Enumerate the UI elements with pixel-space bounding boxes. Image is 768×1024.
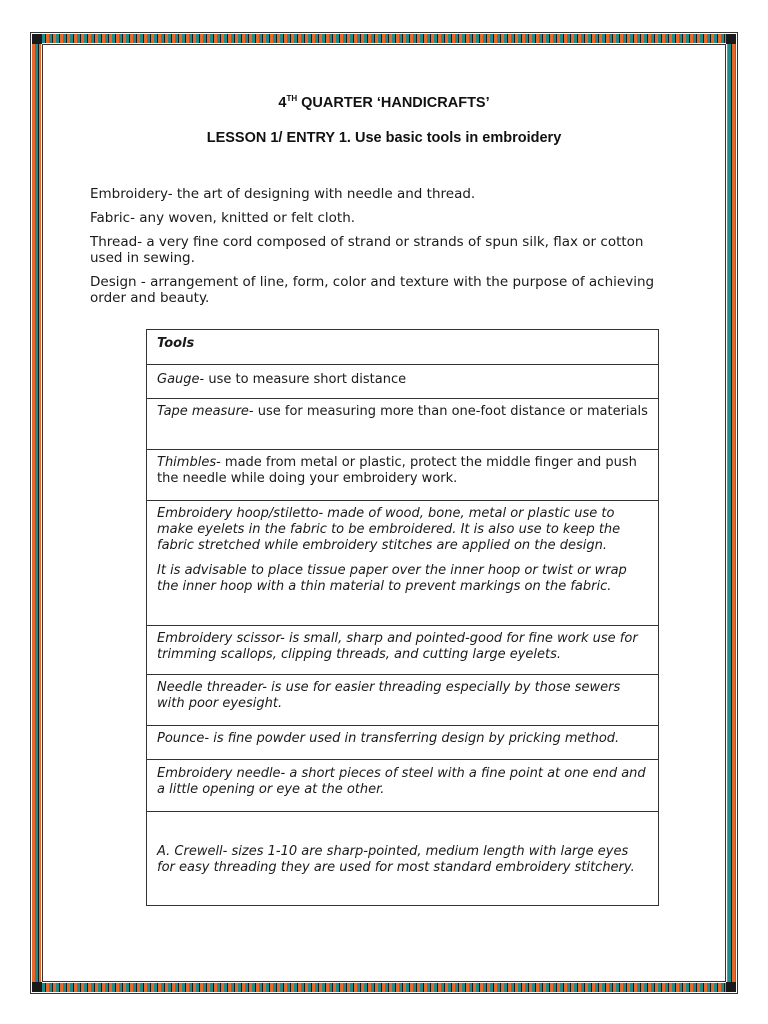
table-row [147, 675, 659, 726]
tools-table [146, 329, 659, 906]
tool-term: Tape measure [157, 404, 249, 419]
title-text: QUARTER ‘HANDICRAFTS’ [297, 95, 490, 111]
definition-embroidery: Embroidery- the art of designing with needle and thread. [90, 186, 476, 202]
table-row [147, 726, 659, 760]
table-row [147, 450, 659, 501]
table-header-label: Tools [157, 336, 195, 351]
tool-paragraph: Embroidery scissor- is small, sharp and pointed-good for fine work use for trimming scallops, clipping threads, and cutting large eyelets. [157, 631, 638, 662]
tool-paragraph: It is advisable to place tissue paper over the inner hoop or twist or wrap the inner hoop with a thin material to prevent markings on the fabric. [157, 563, 627, 594]
definitions [90, 186, 680, 314]
tool-description: - use to measure short distance [199, 372, 407, 387]
table-header-row [147, 330, 659, 365]
table-row [147, 399, 659, 450]
table-cell [147, 501, 659, 626]
tool-paragraph: Embroidery needle- a short pieces of steel with a fine point at one end and a little opening or eye at the other. [157, 766, 646, 797]
tool-description: - made from metal or plastic, protect the middle finger and push the needle while doing your embroidery work. [157, 455, 637, 486]
title-superscript: TH [286, 94, 298, 104]
tool-paragraph: A. Crewell- sizes 1-10 are sharp-pointed, medium length with large eyes for easy threading they are used for most standard embroidery stitchery. [157, 844, 635, 875]
table-row [147, 501, 659, 626]
table-cell [147, 726, 659, 760]
lesson-title: LESSON 1/ ENTRY 1. Use basic tools in embroidery [206, 130, 562, 146]
table-cell [147, 760, 659, 812]
table-row [147, 760, 659, 812]
border-corner [32, 982, 42, 992]
table-row [147, 365, 659, 399]
tool-term: Gauge [157, 372, 200, 387]
title-number: 4 [278, 95, 287, 111]
table-cell [147, 450, 659, 501]
table-cell [147, 812, 659, 906]
table-cell [147, 675, 659, 726]
table-header-cell [147, 330, 659, 365]
tool-paragraph: Needle threader- is use for easier threading especially by those sewers with poor eyesight. [157, 680, 621, 711]
border-corner [726, 34, 736, 44]
tool-paragraph: Embroidery hoop/stiletto- made of wood, bone, metal or plastic use to make eyelets in the fabric to be embroidered. It is also use to keep the fabric stretched while embroidery stitches are applied on the design. [157, 506, 621, 553]
table-row [147, 626, 659, 675]
border-corner [726, 982, 736, 992]
table-row [147, 812, 659, 906]
quarter-title [0, 95, 768, 111]
tool-paragraph: Pounce- is fine powder used in transferring design by pricking method. [157, 731, 620, 746]
table-cell [147, 365, 659, 399]
definition-thread: Thread- a very fine cord composed of strand or strands of spun silk, flax or cotton used in sewing. [90, 234, 644, 266]
border-corner [32, 34, 42, 44]
table-cell [147, 399, 659, 450]
definition-fabric: Fabric- any woven, knitted or felt cloth. [90, 210, 356, 226]
tool-description: - use for measuring more than one-foot distance or materials [248, 404, 648, 419]
table-cell [147, 626, 659, 675]
definition-design: Design - arrangement of line, form, color and texture with the purpose of achieving order and beauty. [90, 274, 655, 306]
tool-term: Thimbles [157, 455, 217, 470]
